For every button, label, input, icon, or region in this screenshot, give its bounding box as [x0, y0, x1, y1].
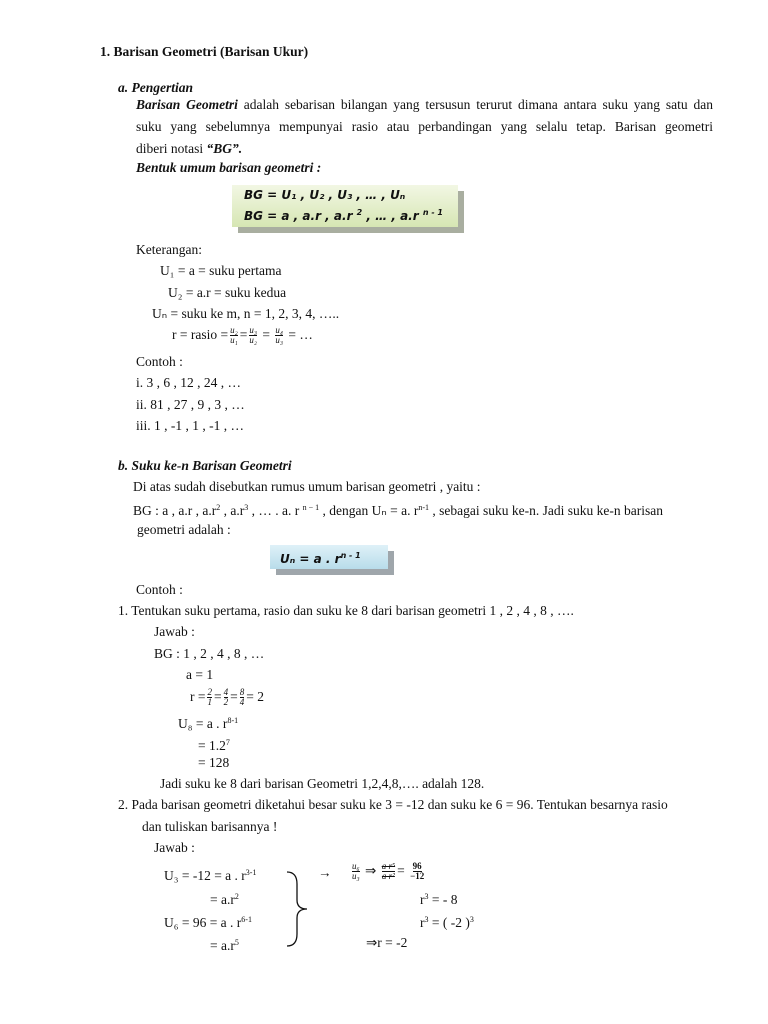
- jawab-label: Jawab :: [154, 840, 195, 855]
- paragraph-line: BG : a , a.r , $a.r^2$ , $a.r^3$ , … . a. r $^{n - 1}$ , dengan Uₙ = a. $r^{n-1}$ , sebagai suku ke-n. Jadi suku ke-n barisan: [133, 503, 663, 518]
- question-2: 2. Pada barisan geometri diketahui besar suku ke 3 = -12 dan suku ke 6 = 96. Tentukan besarnya rasio: [118, 797, 668, 812]
- question-2-cont: dan tuliskan barisannya !: [142, 819, 278, 834]
- formula-line: BG = U₁ , U₂ , U₃ , … , Uₙ: [244, 188, 406, 202]
- example-item: iii. 1 , -1 , 1 , -1 , …: [136, 418, 244, 433]
- subheading-pengertian: a. Pengertian: [118, 80, 194, 95]
- notation: “BG”.: [206, 141, 243, 156]
- question-1: 1. Tentukan suku pertama, rasio dan suku ke 8 dari barisan geometri 1 , 2 , 4 , 8 , ….: [118, 603, 574, 618]
- answer-line: = $a.r^2$: [210, 892, 239, 907]
- text: diberi notasi: [136, 141, 207, 156]
- section-title: 1. Barisan Geometri (Barisan Ukur): [100, 44, 309, 59]
- answer-line: U₆ = 96 = a . $r^{6-1}$: [164, 915, 252, 930]
- answer-line: $r^3$ = - 8: [420, 892, 458, 907]
- answer-conclusion: Jadi suku ke 8 dari barisan Geometri 1,2,4,8,…. adalah 128.: [160, 776, 485, 791]
- keterangan-label: Keterangan:: [136, 242, 202, 257]
- contoh-label: Contoh :: [136, 582, 183, 597]
- answer-line: a = 1: [186, 667, 214, 682]
- un-def: Uₙ = suku ke m, n = 1, 2, 3, 4, …..: [152, 306, 340, 321]
- term: Barisan Geometri: [136, 97, 238, 112]
- example-item: i. 3 , 6 , 12 , 24 , …: [136, 375, 242, 390]
- jawab-label: Jawab :: [154, 624, 195, 639]
- answer-line: U₈ = a . $r^{8-1}$: [178, 716, 239, 731]
- example-item: ii. 81 , 27 , 9 , 3 , …: [136, 397, 245, 412]
- curly-brace: [285, 870, 309, 948]
- answer-line: = 128: [198, 755, 230, 770]
- answer-final: ⇒r = -2: [366, 935, 408, 950]
- answer-line: = $a.r^5$: [210, 938, 239, 953]
- answer-line: = $1.2^7$: [198, 738, 230, 753]
- paragraph-line: [136, 140, 242, 158]
- u1-def: U₁ = a = suku pertama: [160, 263, 282, 278]
- paragraph-line: [136, 96, 713, 114]
- answer-ratio: r = $\frac{2}{1}$ = $\frac{4}{2}$ = $\frac{8}{4}$ = 2: [190, 687, 264, 708]
- arrow-icon: →: [318, 865, 332, 880]
- u2-def: U₂ = a.r = suku kedua: [168, 285, 287, 300]
- formula-box-general: [232, 185, 458, 227]
- form-heading: Bentuk umum barisan geometri :: [136, 160, 322, 175]
- paragraph-line: suku yang sebelumnya mempunyai rasio atau perbandingan yang selalu tetap. Barisan geometri: [136, 119, 713, 134]
- answer-line: U₃ = -12 = a . $r^{3-1}$: [164, 868, 257, 883]
- formula-line: BG = a , a.r , a.r $^2$ , … , a.r $^{n - 1}$: [244, 208, 443, 223]
- ratio-def: r = rasio = $\frac{\text{u₂}}{\text{u₁}}$ = $\frac{\text{u₃}}{\text{u₂}}$ = $\frac{\text{u₄}}{\text{u₃}}$ = …: [172, 325, 313, 346]
- formula-box-un: Uₙ = a . $r^{n - 1}$: [270, 545, 388, 569]
- paragraph-line: geometri adalah :: [137, 522, 231, 537]
- subheading-suku-ke-n: b. Suku ke-n Barisan Geometri: [118, 458, 292, 473]
- answer-line: $r^3$ = ( -2 )$^3$: [420, 915, 474, 930]
- paragraph-line: Di atas sudah disebutkan rumus umum barisan geometri , yaitu :: [133, 479, 481, 494]
- contoh-label: Contoh :: [136, 354, 183, 369]
- text: adalah sebarisan bilangan yang tersusun terurut dimana antara suku yang satu dan: [237, 97, 713, 112]
- ratio-derivation: $\frac{\text{u₆}}{\text{u₃}}$ ⇒ $\frac{\text{a r⁵}}{\text{a r²}}$ = $\frac{96}{-12}$: [352, 861, 425, 882]
- answer-line: BG : 1 , 2 , 4 , 8 , …: [154, 646, 265, 661]
